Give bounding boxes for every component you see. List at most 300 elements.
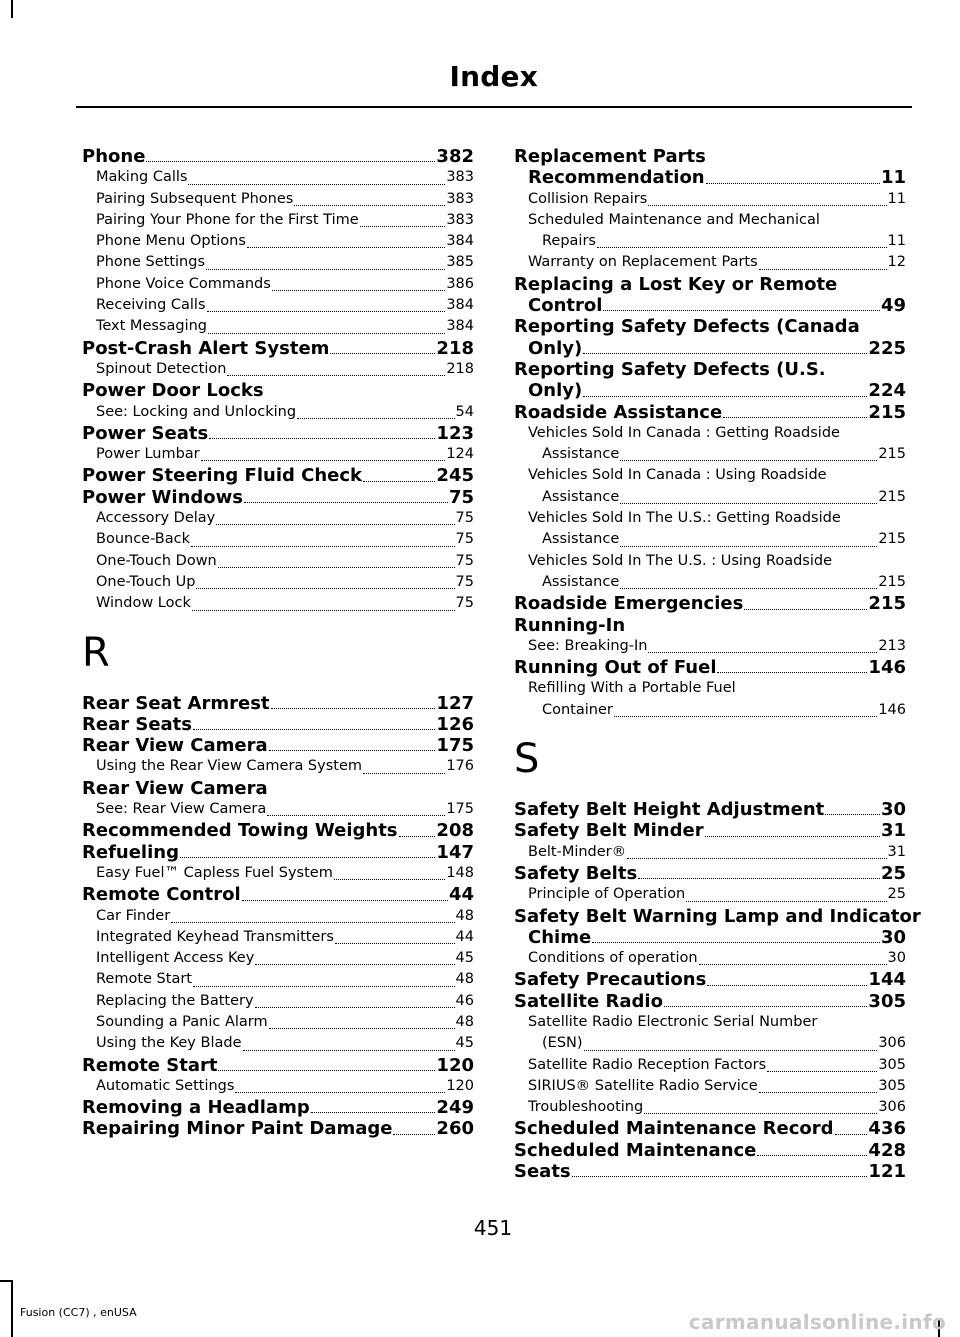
index-subentry bbox=[82, 444, 474, 465]
index-page-number: 25 bbox=[887, 886, 906, 903]
dot-leader bbox=[294, 205, 445, 206]
index-page-number: 126 bbox=[436, 713, 474, 735]
index-page-number: 147 bbox=[436, 841, 474, 863]
index-entry-text: Pairing Your Phone for the First Time bbox=[96, 211, 359, 228]
index-entry bbox=[514, 799, 906, 820]
index-page-number: 215 bbox=[868, 593, 906, 615]
index-page-number: 175 bbox=[436, 735, 474, 757]
index-entry-text: Phone Voice Commands bbox=[96, 275, 271, 292]
index-entry-text: One-Touch Down bbox=[96, 552, 217, 569]
index-entry-text: Running-In bbox=[514, 614, 626, 636]
dot-leader bbox=[192, 610, 455, 611]
dot-leader bbox=[759, 1092, 878, 1093]
index-entry-text: Principle of Operation bbox=[528, 886, 686, 903]
index-page-number: 224 bbox=[868, 380, 906, 402]
index-page-number: 383 bbox=[446, 169, 474, 186]
index-entry-text: Pairing Subsequent Phones bbox=[96, 190, 294, 207]
index-page-number: 120 bbox=[436, 1054, 474, 1076]
dot-leader bbox=[207, 311, 446, 312]
index-entry-text: See: Breaking-In bbox=[528, 637, 648, 654]
index-entry-text: Assistance bbox=[542, 531, 620, 548]
index-page-number: 245 bbox=[436, 465, 474, 487]
index-subentry bbox=[514, 1076, 906, 1097]
index-entry-text: Satellite Radio Electronic Serial Number bbox=[528, 1013, 818, 1030]
dot-leader bbox=[767, 1071, 877, 1072]
index-entry-text: See: Rear View Camera bbox=[96, 801, 267, 818]
dot-leader bbox=[269, 750, 436, 751]
dot-leader bbox=[620, 546, 877, 547]
header-divider bbox=[76, 106, 912, 108]
index-entry-text: Accessory Delay bbox=[96, 510, 216, 527]
section-letter: R bbox=[82, 629, 110, 676]
index-page-number: 215 bbox=[878, 573, 906, 590]
index-subentry bbox=[514, 636, 906, 657]
index-entry bbox=[82, 487, 474, 508]
index-entry bbox=[514, 167, 906, 188]
dot-leader bbox=[638, 878, 880, 879]
dot-leader bbox=[757, 1155, 867, 1156]
index-subentry bbox=[82, 167, 474, 188]
index-page-number: 124 bbox=[446, 446, 474, 463]
index-entry-text: SIRIUS® Satellite Radio Service bbox=[528, 1077, 758, 1094]
dot-leader bbox=[216, 524, 454, 525]
dot-leader bbox=[201, 460, 446, 461]
dot-leader bbox=[244, 502, 448, 503]
dot-leader bbox=[603, 310, 880, 311]
index-entry-text: Receiving Calls bbox=[96, 297, 206, 314]
index-entry-text: Phone Menu Options bbox=[96, 233, 246, 250]
index-subentry bbox=[514, 1033, 906, 1054]
index-subentry bbox=[82, 551, 474, 572]
index-page-number: 260 bbox=[436, 1118, 474, 1140]
index-page-number: 175 bbox=[446, 801, 474, 818]
index-page-number: 385 bbox=[446, 254, 474, 271]
index-page-number: 436 bbox=[868, 1118, 906, 1140]
dot-leader bbox=[267, 815, 445, 816]
dot-leader bbox=[334, 879, 445, 880]
index-entry bbox=[82, 884, 474, 905]
index-page-number: 306 bbox=[878, 1035, 906, 1052]
index-page-number: 176 bbox=[446, 758, 474, 775]
index-entry-text: Remote Start bbox=[82, 1054, 218, 1076]
index-subentry bbox=[514, 700, 906, 721]
index-page-number: 213 bbox=[878, 637, 906, 654]
index-entry-text: Using the Key Blade bbox=[96, 1035, 242, 1052]
index-entry-text: Power Lumbar bbox=[96, 446, 200, 463]
index-entry-text: One-Touch Up bbox=[96, 573, 196, 590]
index-entry-text: Vehicles Sold In Canada : Getting Roadside bbox=[528, 424, 840, 441]
index-subentry bbox=[82, 1012, 474, 1033]
dot-leader bbox=[835, 1134, 868, 1135]
index-page-number: 121 bbox=[868, 1161, 906, 1183]
index-entry bbox=[514, 863, 906, 884]
index-entry-text: Scheduled Maintenance and Mechanical bbox=[528, 211, 820, 228]
index-page-number: 30 bbox=[880, 926, 906, 948]
index-subentry bbox=[82, 863, 474, 884]
index-entry-text: Recommendation bbox=[528, 167, 705, 189]
index-entry bbox=[514, 338, 906, 359]
dot-leader bbox=[209, 438, 435, 439]
index-entry-text: Bounce-Back bbox=[96, 531, 191, 548]
dot-leader bbox=[330, 353, 435, 354]
index-page-number: 12 bbox=[887, 254, 906, 271]
index-page-number: 215 bbox=[878, 488, 906, 505]
index-column-left bbox=[82, 146, 474, 1140]
index-entry bbox=[514, 927, 906, 948]
dot-leader bbox=[191, 546, 455, 547]
index-subentry bbox=[82, 572, 474, 593]
dot-leader bbox=[706, 183, 880, 184]
dot-leader bbox=[180, 857, 435, 858]
index-entry-text: Scheduled Maintenance Record bbox=[514, 1118, 834, 1140]
index-page-number: 75 bbox=[455, 510, 474, 527]
index-entry-text: See: Locking and Unlocking bbox=[96, 403, 297, 420]
index-entry bbox=[82, 465, 474, 486]
dot-leader bbox=[193, 729, 435, 730]
dot-leader bbox=[206, 269, 445, 270]
index-entry-text: Phone bbox=[82, 146, 146, 167]
index-subentry bbox=[514, 842, 906, 863]
index-entry-text: Only) bbox=[528, 337, 583, 359]
index-entry bbox=[82, 714, 474, 735]
index-entry-text: Safety Belt Warning Lamp and Indicator bbox=[514, 905, 921, 927]
index-page-number: 75 bbox=[455, 531, 474, 548]
dot-leader bbox=[707, 985, 867, 986]
index-entry-text: Removing a Headlamp bbox=[82, 1097, 310, 1119]
index-entry-text: Text Messaging bbox=[96, 318, 207, 335]
index-entry-text: Spinout Detection bbox=[96, 360, 227, 377]
index-page-number: 45 bbox=[455, 950, 474, 967]
index-subentry bbox=[82, 756, 474, 777]
index-subentry bbox=[82, 969, 474, 990]
index-entry-text: Safety Belts bbox=[514, 862, 638, 884]
page-title: Index bbox=[449, 60, 538, 93]
index-entry-text: Using the Rear View Camera System bbox=[96, 758, 363, 775]
index-page-number: 215 bbox=[868, 401, 906, 423]
index-entry-text: Easy Fuel™ Capless Fuel System bbox=[96, 864, 333, 881]
dot-leader bbox=[171, 922, 454, 923]
dot-leader bbox=[311, 1112, 436, 1113]
index-entry-text: (ESN) bbox=[542, 1035, 583, 1052]
dot-leader bbox=[620, 460, 877, 461]
dot-leader bbox=[614, 716, 877, 717]
index-entry bbox=[82, 693, 474, 714]
index-subentry bbox=[514, 252, 906, 273]
dot-leader bbox=[744, 609, 867, 610]
index-page-number: 48 bbox=[455, 1013, 474, 1030]
index-entry bbox=[82, 820, 474, 841]
index-entry-text: Only) bbox=[528, 380, 583, 402]
index-entry-text: Reporting Safety Defects (Canada bbox=[514, 316, 860, 338]
index-page-number: 218 bbox=[446, 360, 474, 377]
dot-leader bbox=[572, 1176, 868, 1177]
dot-leader bbox=[271, 708, 436, 709]
index-entry-text: Vehicles Sold In Canada : Using Roadside bbox=[528, 467, 827, 484]
index-entry-text: Rear View Camera bbox=[82, 735, 268, 757]
index-page-number: 146 bbox=[868, 657, 906, 679]
index-subentry bbox=[82, 593, 474, 614]
index-page-number: 54 bbox=[455, 403, 474, 420]
index-page-number: 146 bbox=[878, 701, 906, 718]
dot-leader bbox=[242, 900, 448, 901]
index-entry-text: Post-Crash Alert System bbox=[82, 337, 330, 359]
index-entry-text: Making Calls bbox=[96, 169, 188, 186]
dot-leader bbox=[247, 247, 445, 248]
dot-leader bbox=[335, 943, 455, 944]
index-page-number: 75 bbox=[455, 552, 474, 569]
index-page-number: 208 bbox=[436, 820, 474, 842]
dot-leader bbox=[227, 375, 445, 376]
index-entry-text: Power Windows bbox=[82, 486, 243, 508]
dot-leader bbox=[699, 964, 887, 965]
index-entry-text: Intelligent Access Key bbox=[96, 950, 255, 967]
index-page-number: 30 bbox=[880, 799, 906, 821]
dot-leader bbox=[717, 672, 867, 673]
index-subentry bbox=[82, 799, 474, 820]
index-page-number: 386 bbox=[446, 275, 474, 292]
index-entry-text: Power Seats bbox=[82, 422, 209, 444]
index-page-number: 45 bbox=[455, 1035, 474, 1052]
index-entry-text: Phone Settings bbox=[96, 254, 205, 271]
index-page-number: 31 bbox=[880, 820, 906, 842]
dot-leader bbox=[825, 814, 880, 815]
index-page-number: 123 bbox=[436, 422, 474, 444]
page-number: 451 bbox=[473, 1216, 513, 1240]
index-entry-text: Window Lock bbox=[96, 595, 191, 612]
index-entry-text: Satellite Radio Reception Factors bbox=[528, 1056, 767, 1073]
index-page-number: 383 bbox=[446, 211, 474, 228]
dot-leader bbox=[620, 503, 877, 504]
index-page-number: 11 bbox=[880, 167, 906, 189]
index-entry-text: Assistance bbox=[542, 446, 620, 463]
index-subentry bbox=[514, 487, 906, 508]
dot-leader bbox=[269, 1028, 455, 1029]
dot-leader bbox=[363, 481, 435, 482]
index-entry-text: Car Finder bbox=[96, 907, 171, 924]
index-subentry bbox=[82, 295, 474, 316]
dot-leader bbox=[644, 1113, 877, 1114]
dot-leader bbox=[584, 1050, 878, 1051]
index-entry-text: Collision Repairs bbox=[528, 190, 648, 207]
dot-leader bbox=[363, 773, 445, 774]
index-entry-text: Rear Seats bbox=[82, 713, 192, 735]
index-page-number: 46 bbox=[455, 992, 474, 1009]
index-page-number: 384 bbox=[446, 318, 474, 335]
dot-leader bbox=[393, 1134, 435, 1135]
index-page-number: 44 bbox=[455, 928, 474, 945]
index-page-number: 49 bbox=[880, 295, 906, 317]
dot-leader bbox=[627, 858, 886, 859]
index-entry-text: Power Steering Fluid Check bbox=[82, 465, 363, 487]
index-entry bbox=[514, 1118, 906, 1139]
index-page-number: 11 bbox=[887, 190, 906, 207]
index-entry-text: Remote Start bbox=[96, 971, 192, 988]
index-subentry bbox=[82, 189, 474, 210]
dot-leader bbox=[592, 942, 880, 943]
index-entry-text: Replacing the Battery bbox=[96, 992, 254, 1009]
index-subentry bbox=[82, 231, 474, 252]
index-page-number: 215 bbox=[878, 531, 906, 548]
dot-leader bbox=[255, 964, 454, 965]
index-entry-text: Container bbox=[542, 701, 613, 718]
index-entry-text: Recommended Towing Weights bbox=[82, 820, 398, 842]
index-page-number: 48 bbox=[455, 971, 474, 988]
watermark: carmanualsonline.info bbox=[688, 1310, 946, 1334]
index-entry-text: Automatic Settings bbox=[96, 1077, 235, 1094]
index-page-number: 305 bbox=[878, 1077, 906, 1094]
index-page-number: 127 bbox=[436, 692, 474, 714]
dot-leader bbox=[583, 396, 867, 397]
index-page-number: 305 bbox=[878, 1056, 906, 1073]
footer-text: Fusion (CC7) , enUSA bbox=[20, 1306, 137, 1319]
dot-leader bbox=[664, 1006, 867, 1007]
index-entry-text: Integrated Keyhead Transmitters bbox=[96, 928, 334, 945]
index-entry bbox=[82, 1097, 474, 1118]
index-page-number: 75 bbox=[455, 595, 474, 612]
index-subentry bbox=[514, 444, 906, 465]
index-page-number: 218 bbox=[436, 337, 474, 359]
index-page-number: 215 bbox=[878, 446, 906, 463]
index-entry bbox=[514, 657, 906, 678]
index-page-number: 25 bbox=[880, 862, 906, 884]
index-page-number: 11 bbox=[887, 233, 906, 250]
index-page-number: 428 bbox=[868, 1139, 906, 1161]
index-entry bbox=[82, 338, 474, 359]
index-subentry bbox=[82, 274, 474, 295]
index-entry bbox=[514, 402, 906, 423]
dot-leader bbox=[243, 1050, 455, 1051]
index-page-number: 225 bbox=[868, 337, 906, 359]
index-subentry bbox=[82, 252, 474, 273]
index-entry-text: Repairing Minor Paint Damage bbox=[82, 1118, 393, 1140]
dot-leader bbox=[208, 333, 445, 334]
index-subentry bbox=[514, 948, 906, 969]
index-subentry bbox=[514, 231, 906, 252]
section-letter: S bbox=[514, 736, 540, 783]
dot-leader bbox=[218, 1070, 435, 1071]
index-subentry bbox=[82, 906, 474, 927]
index-page-number: 384 bbox=[446, 233, 474, 250]
index-entry bbox=[82, 842, 474, 863]
index-subentry bbox=[82, 402, 474, 423]
index-entry-text: Troubleshooting bbox=[528, 1099, 644, 1116]
index-entry bbox=[82, 1055, 474, 1076]
index-subentry bbox=[82, 927, 474, 948]
index-page-number: 44 bbox=[448, 884, 474, 906]
index-page-number: 120 bbox=[446, 1077, 474, 1094]
index-entry-text: Vehicles Sold In The U.S.: Getting Roadside bbox=[528, 510, 841, 527]
index-entry-text: Replacing a Lost Key or Remote bbox=[514, 273, 838, 295]
index-page-number: 384 bbox=[446, 297, 474, 314]
index-page-number: 383 bbox=[446, 190, 474, 207]
index-page-number: 48 bbox=[455, 907, 474, 924]
index-entry-text: Rear Seat Armrest bbox=[82, 692, 270, 714]
dot-leader bbox=[193, 986, 455, 987]
index-entry-text: Chime bbox=[528, 926, 592, 948]
index-subentry bbox=[82, 991, 474, 1012]
index-entry-text: Refilling With a Portable Fuel bbox=[528, 680, 736, 697]
dot-leader bbox=[648, 652, 877, 653]
dot-leader bbox=[705, 836, 880, 837]
index-subentry bbox=[514, 1097, 906, 1118]
index-entry-text: Conditions of operation bbox=[528, 950, 698, 967]
index-page-number: 144 bbox=[868, 969, 906, 991]
index-page-number: 75 bbox=[455, 573, 474, 590]
index-entry bbox=[514, 1161, 906, 1182]
index-entry-text: Satellite Radio bbox=[514, 990, 663, 1012]
index-subentry bbox=[514, 1055, 906, 1076]
dot-leader bbox=[272, 290, 446, 291]
dot-leader bbox=[188, 184, 445, 185]
dot-leader bbox=[255, 1007, 455, 1008]
index-entry-text: Safety Belt Height Adjustment bbox=[514, 799, 825, 821]
dot-leader bbox=[196, 588, 454, 589]
dot-leader bbox=[399, 836, 436, 837]
index-subentry bbox=[82, 210, 474, 231]
index-entry bbox=[82, 423, 474, 444]
index-entry-text: Assistance bbox=[542, 573, 620, 590]
index-subentry bbox=[514, 884, 906, 905]
dot-leader bbox=[723, 417, 867, 418]
index-subentry bbox=[82, 359, 474, 380]
index-entry-text: Refueling bbox=[82, 841, 179, 863]
dot-leader bbox=[759, 269, 887, 270]
index-entry bbox=[514, 593, 906, 614]
index-entry-text: Running Out of Fuel bbox=[514, 657, 717, 679]
crop-mark-bottom-left-h bbox=[0, 1280, 13, 1282]
index-entry bbox=[514, 969, 906, 990]
index-entry-text: Belt-Minder® bbox=[528, 843, 627, 860]
index-entry-text: Vehicles Sold In The U.S. : Using Roadside bbox=[528, 552, 833, 569]
dot-leader bbox=[218, 567, 455, 568]
index-entry-text: Assistance bbox=[542, 488, 620, 505]
index-entry-text: Seats bbox=[514, 1161, 571, 1183]
index-entry-text: Safety Belt Minder bbox=[514, 820, 704, 842]
index-page-number: 30 bbox=[887, 950, 906, 967]
index-subentry bbox=[514, 572, 906, 593]
index-entry-text: Repairs bbox=[542, 233, 596, 250]
index-subentry bbox=[82, 948, 474, 969]
index-page-number: 75 bbox=[448, 486, 474, 508]
dot-leader bbox=[583, 353, 867, 354]
index-entry-text: Rear View Camera bbox=[82, 777, 268, 799]
index-entry-text: Reporting Safety Defects (U.S. bbox=[514, 358, 826, 380]
crop-mark-bottom-left-v bbox=[11, 1280, 13, 1337]
index-entry-text: Roadside Assistance bbox=[514, 401, 723, 423]
dot-leader bbox=[597, 247, 887, 248]
index-entry-text: Warranty on Replacement Parts bbox=[528, 254, 758, 271]
index-entry-text: Scheduled Maintenance bbox=[514, 1139, 757, 1161]
dot-leader bbox=[146, 161, 435, 162]
index-entry bbox=[514, 1140, 906, 1161]
index-entry-text: Remote Control bbox=[82, 884, 241, 906]
index-entry-text: Replacement Parts bbox=[514, 146, 706, 167]
index-subentry bbox=[82, 1033, 474, 1054]
index-subentry bbox=[514, 189, 906, 210]
index-page-number: 382 bbox=[436, 146, 474, 167]
index-subentry bbox=[82, 529, 474, 550]
index-entry bbox=[514, 295, 906, 316]
index-entry bbox=[514, 991, 906, 1012]
dot-leader bbox=[686, 901, 886, 902]
index-page-number: 305 bbox=[868, 990, 906, 1012]
index-page-number: 306 bbox=[878, 1099, 906, 1116]
index-subentry bbox=[82, 1076, 474, 1097]
index-page-number: 31 bbox=[887, 843, 906, 860]
index-entry-text: Sounding a Panic Alarm bbox=[96, 1013, 268, 1030]
dot-leader bbox=[620, 588, 877, 589]
index-column-right bbox=[514, 146, 921, 1183]
